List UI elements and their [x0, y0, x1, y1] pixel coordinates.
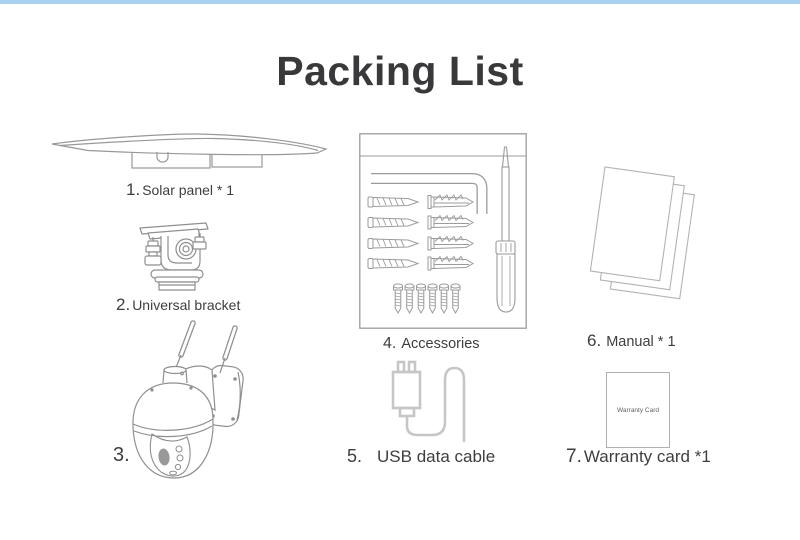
item-1-label	[126, 180, 234, 200]
item-2-text: Universal bracket	[132, 297, 241, 313]
item-2-label	[116, 295, 240, 315]
item-5-text: USB data cable	[377, 447, 496, 466]
page-title: Packing List	[276, 48, 524, 94]
item-5-label	[347, 446, 495, 467]
item-5-number: 5.	[347, 446, 363, 466]
universal-bracket-illustration	[134, 219, 219, 291]
accessories-kit-illustration	[359, 133, 527, 329]
item-1-number: 1.	[126, 180, 141, 199]
item-3-label	[113, 444, 132, 467]
warranty-card-text: Warranty Card	[616, 406, 660, 414]
item-4-label	[383, 335, 480, 353]
item-7-text: Warranty card *1	[583, 447, 711, 466]
item-1-text: Solar panel * 1	[142, 182, 235, 198]
warranty-card-illustration	[606, 372, 670, 448]
manual-pages-illustration	[583, 158, 708, 303]
top-accent-bar	[0, 0, 800, 4]
item-7-number: 7.	[566, 446, 582, 467]
item-3-number: 3.	[113, 444, 130, 466]
item-6-number: 6.	[587, 331, 602, 350]
item-4-text: Accessories	[401, 336, 480, 352]
item-4-number: 4.	[383, 335, 397, 352]
item-6-text: Manual * 1	[606, 334, 676, 350]
item-2-number: 2.	[116, 295, 131, 314]
item-7-label	[566, 446, 711, 468]
item-6-label	[587, 331, 676, 351]
usb-cable-illustration	[386, 356, 482, 444]
security-camera-illustration	[116, 320, 251, 482]
solar-panel-illustration	[48, 130, 333, 178]
